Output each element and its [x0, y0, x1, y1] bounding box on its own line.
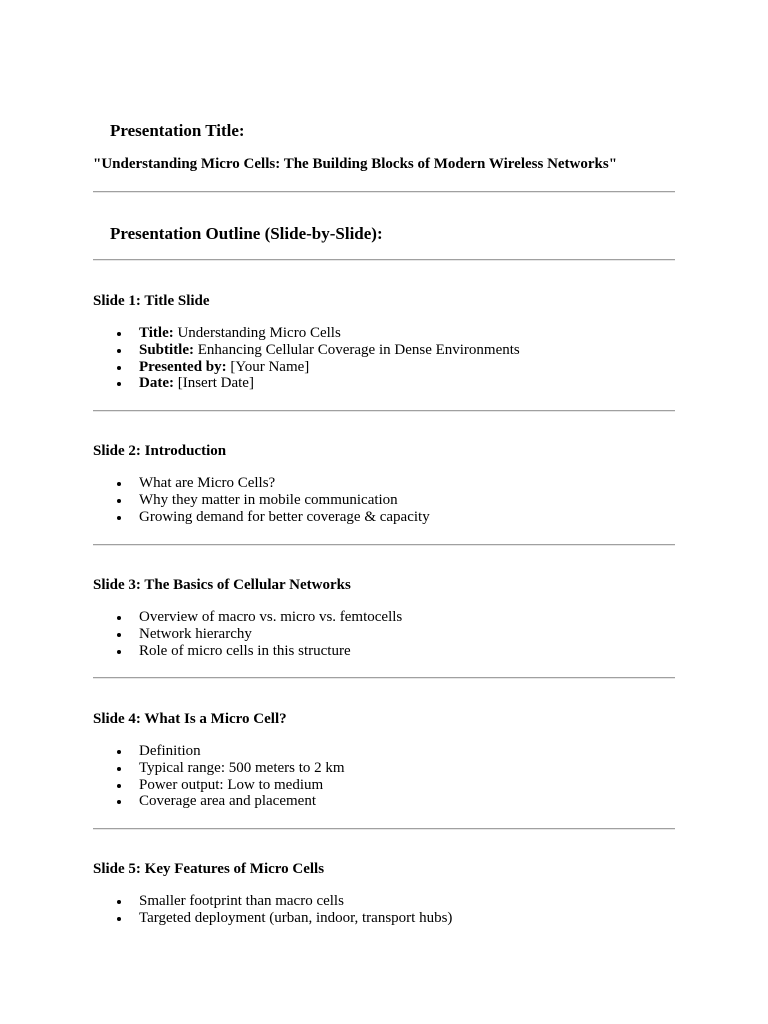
divider [93, 544, 675, 546]
bullet-icon [117, 784, 121, 788]
item-text: Role of micro cells in this structure [139, 642, 351, 659]
bullet-icon [117, 900, 121, 904]
outline-label: Presentation Outline (Slide-by-Slide): [110, 224, 383, 243]
list-item [93, 910, 675, 927]
item-text: Growing demand for better coverage & capacity [139, 508, 430, 525]
item-text: Understanding Micro Cells [173, 325, 341, 341]
item-text: Network hierarchy [139, 625, 252, 642]
item-text: What are Micro Cells? [139, 475, 276, 491]
item-text: Targeted deployment (urban, indoor, transport hubs) [139, 909, 453, 926]
slide-section-3 [93, 576, 675, 659]
item-text: Typical range: 500 meters to 2 km [139, 759, 345, 776]
bullet-icon [117, 616, 121, 620]
item-text: Definition [139, 743, 201, 759]
bullet-icon [117, 382, 121, 386]
bullet-icon [117, 482, 121, 486]
bullet-list [93, 475, 675, 525]
presentation-title-label: Presentation Title: [110, 121, 245, 140]
item-label: Presented by: [139, 358, 227, 375]
list-item [93, 359, 675, 376]
divider [93, 191, 675, 193]
bullet-list [93, 743, 675, 810]
bullet-icon [117, 349, 121, 353]
list-item [93, 509, 675, 526]
bullet-icon [117, 332, 121, 336]
bullet-list [93, 609, 675, 659]
item-text: Why they matter in mobile communication [139, 491, 398, 508]
bullet-list [93, 893, 675, 927]
bullet-icon [117, 366, 121, 370]
slide-heading: Slide 3: The Basics of Cellular Networks [93, 577, 351, 593]
item-label: Title: [139, 325, 174, 341]
divider [93, 259, 675, 261]
bullet-icon [117, 499, 121, 503]
divider [93, 828, 675, 830]
list-item [93, 760, 675, 777]
list-item [93, 609, 675, 626]
list-item [93, 475, 675, 492]
slide-section-2 [93, 442, 675, 525]
item-text: Enhancing Cellular Coverage in Dense Environments [194, 341, 520, 358]
bullet-icon [117, 650, 121, 654]
slide-heading: Slide 5: Key Features of Micro Cells [93, 861, 325, 877]
list-item [93, 492, 675, 509]
divider [93, 677, 675, 679]
bullet-icon [117, 767, 121, 771]
item-text: Smaller footprint than macro cells [139, 893, 344, 909]
bullet-icon [117, 750, 121, 754]
bullet-icon [117, 917, 121, 921]
divider [93, 410, 675, 412]
slide-section-4 [93, 710, 675, 810]
item-label: Date: [139, 375, 174, 392]
list-item [93, 325, 675, 342]
presentation-title: "Understanding Micro Cells: The Building Blocks of Modern Wireless Networks" [93, 156, 618, 172]
slide-heading: Slide 1: Title Slide [93, 293, 210, 309]
bullet-icon [117, 516, 121, 520]
list-item [93, 643, 675, 660]
bullet-list [93, 325, 675, 392]
bullet-icon [117, 633, 121, 637]
list-item [93, 893, 675, 910]
slide-section-5 [93, 860, 675, 927]
item-label: Subtitle: [139, 341, 195, 358]
item-text: Power output: Low to medium [139, 776, 324, 793]
list-item [93, 626, 675, 643]
list-item [93, 793, 675, 810]
slide-section-1 [93, 292, 675, 392]
list-item [93, 342, 675, 359]
item-text: [Your Name] [226, 358, 310, 375]
list-item [93, 743, 675, 760]
bullet-icon [117, 800, 121, 804]
list-item [93, 375, 675, 392]
item-text: Overview of macro vs. micro vs. femtocells [139, 609, 403, 625]
item-text: [Insert Date] [173, 375, 254, 392]
item-text: Coverage area and placement [139, 793, 316, 810]
slide-heading: Slide 4: What Is a Micro Cell? [93, 711, 287, 727]
list-item [93, 777, 675, 794]
slide-heading: Slide 2: Introduction [93, 443, 227, 459]
